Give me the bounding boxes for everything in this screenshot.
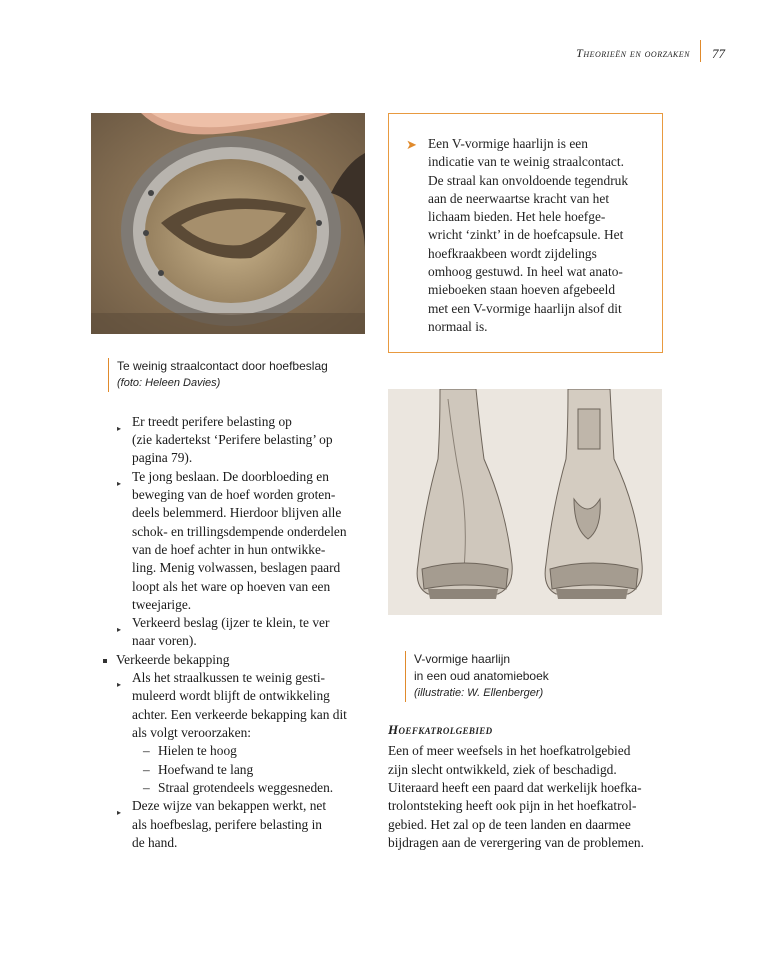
- text-line: beweging van de hoef worden groten-: [132, 487, 336, 502]
- section-heading: Hoefkatrolgebied: [388, 722, 493, 737]
- text-line: Hoefwand te lang: [158, 762, 254, 777]
- text-line: tweejarige.: [132, 597, 192, 612]
- text-line: muleerd wordt blijft de ontwikkeling: [132, 688, 330, 703]
- chevron-right-icon: ➤: [406, 138, 417, 153]
- photo-caption: [108, 358, 387, 392]
- text-line: trolontsteking heeft ook pijn in het hoefkatrol-: [388, 798, 637, 813]
- illustration-caption: [405, 651, 684, 702]
- text-line: gebied. Het zal op de teen landen en daarmee: [388, 817, 631, 832]
- text-line: pagina 79).: [132, 450, 193, 465]
- info-line: hoefkraakbeen wordt zijdelings: [428, 245, 597, 261]
- text-line: bijdragen aan de verergering van de problemen.: [388, 835, 644, 850]
- text-line: Deze wijze van bekappen werkt, net: [132, 798, 327, 813]
- header-divider: [700, 40, 701, 62]
- text-line: Een of meer weefsels in het hoefkatrolgebied: [388, 743, 631, 758]
- anatomy-illustration: [388, 389, 662, 615]
- text-line: (zie kadertekst ‘Perifere belasting’ op: [132, 432, 333, 447]
- photo-credit: (foto: Heleen Davies): [117, 377, 221, 389]
- info-line: normaal is.: [428, 318, 488, 334]
- text-line: Verkeerd beslag (ijzer te klein, te ver: [132, 615, 330, 630]
- text-line: ling. Menig volwassen, beslagen paard: [132, 560, 341, 575]
- info-line: met een V-vormige haarlijn alsof dit: [428, 300, 622, 316]
- dash-bullet: –: [143, 743, 150, 758]
- info-line: aan de neerwaartse kracht van het: [428, 190, 610, 206]
- text-line: naar voren).: [132, 633, 197, 648]
- text-line: de hand.: [132, 835, 178, 850]
- info-line: omhoog gestuwd. In heel wat anato-: [428, 264, 623, 280]
- info-line: mieboeken staan hoeven afgebeeld: [428, 282, 616, 298]
- square-bullet-icon: [103, 659, 107, 663]
- text-line: Er treedt perifere belasting op: [132, 414, 292, 429]
- triangle-bullet-icon: ▸: [117, 808, 122, 817]
- triangle-bullet-icon: ▸: [117, 479, 122, 488]
- hoof-photo: [91, 113, 365, 334]
- info-box-text: [428, 135, 653, 336]
- text-line: van de hoef achter in hun ontwikke-: [132, 542, 326, 557]
- dash-bullet: –: [143, 780, 150, 795]
- info-line: wricht ‘zinkt’ in de hoefcapsule. Het: [428, 227, 624, 243]
- text-line: schok- en trillingsdempende onderdelen: [132, 524, 347, 539]
- text-line: Straal grotendeels weggesneden.: [158, 780, 334, 795]
- info-line: lichaam bieden. Het hele hoefge-: [428, 209, 606, 225]
- text-line: Als het straalkussen te weinig gesti-: [132, 670, 326, 685]
- triangle-bullet-icon: ▸: [117, 625, 122, 634]
- triangle-bullet-icon: ▸: [117, 680, 122, 689]
- text-line: loopt als het ware op hoeven van een: [132, 579, 331, 594]
- text-line: deels belemmerd. Hierdoor blijven alle: [132, 505, 342, 520]
- text-line: Verkeerde bekapping: [116, 652, 230, 667]
- illustration-caption-line: V-vormige haarlijn: [414, 652, 511, 666]
- text-line: zijn slecht ontwikkeld, ziek of beschadigd.: [388, 762, 617, 777]
- info-line: De straal kan onvoldoende tegendruk: [428, 172, 629, 188]
- info-line: indicatie van te weinig straalcontact.: [428, 154, 624, 170]
- illustration-caption-line: in een oud anatomieboek: [414, 669, 549, 683]
- photo-caption-text: Te weinig straalcontact door hoefbeslag: [117, 359, 328, 373]
- dash-bullet: –: [143, 762, 150, 777]
- anatomy-illustration-graphic: [388, 389, 662, 615]
- text-line: als hoefbeslag, perifere belasting in: [132, 817, 322, 832]
- page-number: 77: [712, 46, 725, 61]
- text-line: achter. Een verkeerde bekapping kan dit: [132, 707, 347, 722]
- running-head: Theorieën en oorzaken: [576, 46, 690, 60]
- text-line: Hielen te hoog: [158, 743, 237, 758]
- hoof-photo-graphic: [91, 113, 365, 334]
- text-line: Uiteraard heeft een paard dat werkelijk hoefka-: [388, 780, 642, 795]
- info-line: Een V-vormige haarlijn is een: [428, 136, 588, 151]
- illustration-credit: (illustratie: W. Ellenberger): [414, 687, 544, 699]
- triangle-bullet-icon: ▸: [117, 424, 122, 433]
- text-line: als volgt veroorzaken:: [132, 725, 251, 740]
- text-line: Te jong beslaan. De doorbloeding en: [132, 469, 329, 484]
